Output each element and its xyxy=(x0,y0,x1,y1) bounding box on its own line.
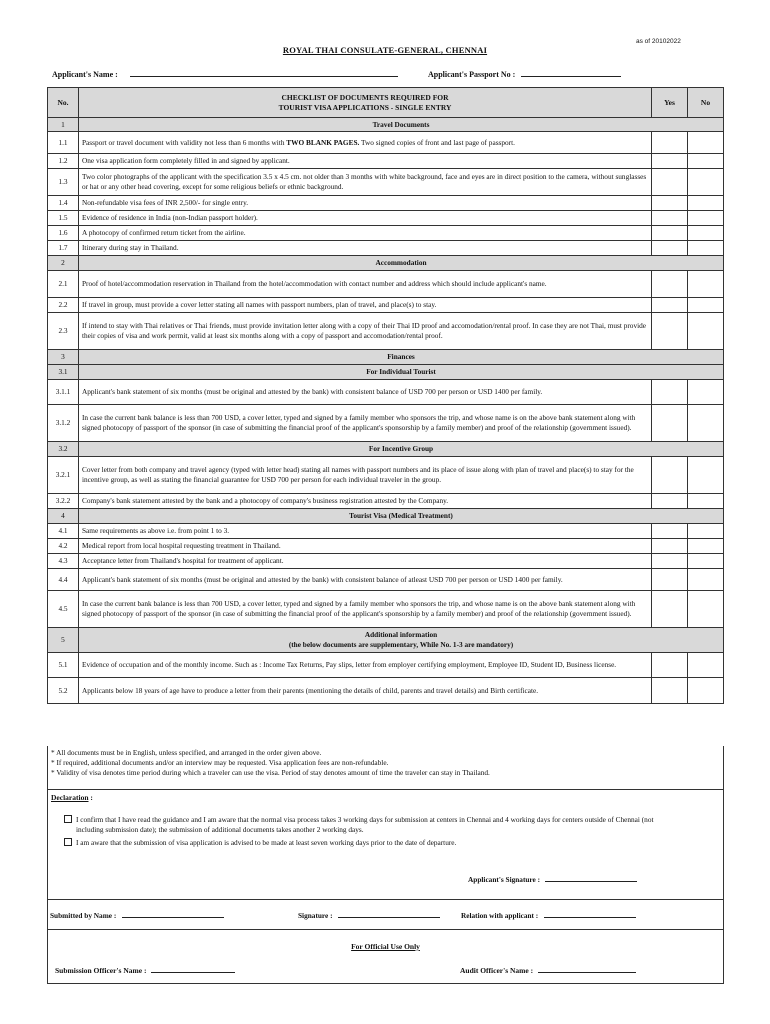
no-cell[interactable] xyxy=(688,678,724,704)
applicant-signature-line xyxy=(468,874,637,885)
checklist-row xyxy=(48,169,724,196)
declaration-box xyxy=(47,790,724,900)
section-row xyxy=(48,365,724,380)
yes-cell[interactable] xyxy=(652,132,688,154)
row-description xyxy=(79,678,652,704)
row-number: 3.1 xyxy=(48,365,79,380)
row-text: Non-refundable visa fees of INR 2,500/- for single entry. xyxy=(82,198,249,208)
row-number: 1.4 xyxy=(48,196,79,211)
notes-box xyxy=(47,746,724,790)
audit-officer-field[interactable] xyxy=(538,965,636,973)
checklist-table xyxy=(47,87,724,704)
as-of-date: as of 20102022 xyxy=(636,38,681,45)
row-description xyxy=(79,154,652,169)
row-text: Two color photographs of the applicant with the specification 3.5 x 4.5 cm. not older than 3 months with white background, face and eyes are in direct position to the camera, without sunglasses or hat or any other head covering, except for some religious beliefs or ethnic background. xyxy=(82,172,647,191)
row-number: 5.2 xyxy=(48,678,79,704)
section-title-line1: Additional information xyxy=(364,630,438,640)
organization-title: ROYAL THAI CONSULATE-GENERAL, CHENNAI xyxy=(282,45,488,55)
row-description xyxy=(79,539,652,554)
submitted-by-field[interactable] xyxy=(122,910,224,918)
yes-cell[interactable] xyxy=(652,539,688,554)
declaration-item-1 xyxy=(64,815,666,835)
checkbox-declaration-2[interactable] xyxy=(64,838,72,846)
row-number: 3.2 xyxy=(48,442,79,457)
passport-line xyxy=(428,69,621,79)
yes-cell[interactable] xyxy=(652,569,688,591)
section-title xyxy=(79,628,724,653)
row-text: Passport or travel document with validity not less than 6 months with xyxy=(82,137,287,147)
section-row xyxy=(48,118,724,132)
no-cell[interactable] xyxy=(688,569,724,591)
no-cell[interactable] xyxy=(688,226,724,241)
row-description xyxy=(79,524,652,539)
row-number: 5.1 xyxy=(48,653,79,678)
relation-line xyxy=(461,910,636,921)
row-description xyxy=(79,211,652,226)
no-cell[interactable] xyxy=(688,554,724,569)
row-number: 4 xyxy=(48,509,79,524)
checklist-row xyxy=(48,298,724,313)
yes-cell[interactable] xyxy=(652,405,688,442)
declaration-title xyxy=(51,793,93,803)
row-number: 2.3 xyxy=(48,313,79,350)
checklist-row xyxy=(48,154,724,169)
row-text: Proof of hotel/accommodation reservation in Thailand from the hotel/accommodation with contact number and address which should include applicant's name. xyxy=(82,279,547,289)
row-text: If travel in group, must provide a cover letter stating all names with passport numbers, plan of travel, and place(s) to stay. xyxy=(82,300,437,310)
row-number: 3.1.2 xyxy=(48,405,79,442)
note-2: * If required, additional documents and/or an interview may be requested. Visa application fees are non-refundable. xyxy=(51,757,389,767)
row-description xyxy=(79,494,652,509)
row-text: Evidence of occupation and of the monthly income. Such as : Income Tax Returns, Pay slips, letter from employer certifying employment, Employee ID, Student ID, Business license. xyxy=(82,660,617,670)
row-number: 2 xyxy=(48,256,79,271)
checklist-row xyxy=(48,241,724,256)
row-description xyxy=(79,554,652,569)
yes-cell[interactable] xyxy=(652,457,688,494)
yes-cell[interactable] xyxy=(652,226,688,241)
no-cell[interactable] xyxy=(688,313,724,350)
declaration-colon: : xyxy=(88,793,93,802)
no-cell[interactable] xyxy=(688,154,724,169)
row-number: 3.1.1 xyxy=(48,380,79,405)
checklist-row xyxy=(48,591,724,628)
row-number: 1.1 xyxy=(48,132,79,154)
yes-cell[interactable] xyxy=(652,380,688,405)
official-use-box xyxy=(47,930,724,984)
checklist-title-line2: TOURIST VISA APPLICATIONS - SINGLE ENTRY xyxy=(278,102,452,112)
checklist-row xyxy=(48,524,724,539)
table-header-row xyxy=(48,88,724,118)
yes-cell[interactable] xyxy=(652,169,688,196)
row-number: 4.3 xyxy=(48,554,79,569)
row-description xyxy=(79,380,652,405)
row-number: 1.2 xyxy=(48,154,79,169)
row-description xyxy=(79,591,652,628)
row-text: Same requirements as above i.e. from point 1 to 3. xyxy=(82,526,230,536)
row-number: 1.7 xyxy=(48,241,79,256)
row-number: 4.4 xyxy=(48,569,79,591)
section-row xyxy=(48,509,724,524)
row-text: One visa application form completely filled in and signed by applicant. xyxy=(82,156,290,166)
row-text-tail: Two signed copies of front and last page of passport. xyxy=(359,137,515,147)
row-text-bold: TWO BLANK PAGES. xyxy=(286,137,360,147)
declaration-title-text: Declaration xyxy=(51,793,89,802)
no-cell[interactable] xyxy=(688,539,724,554)
applicant-name-label: Applicant's Name : xyxy=(52,70,118,79)
yes-cell[interactable] xyxy=(652,298,688,313)
row-text: In case the current bank balance is less than 700 USD, a cover letter, typed and signed by a family member who sponsors the trip, and whose name is on the above bank statement along with signed photocopy of passport of the sponsor (in case of submitting the financial proof of the applicant's sponsorship by a family member) and proof of the relationship (government issued). xyxy=(82,413,636,432)
row-description xyxy=(79,132,652,154)
section-title: For Incentive Group xyxy=(79,442,724,457)
no-cell[interactable] xyxy=(688,132,724,154)
checklist-row xyxy=(48,271,724,298)
applicant-signature-field[interactable] xyxy=(545,874,637,882)
checklist-row xyxy=(48,226,724,241)
no-cell[interactable] xyxy=(688,196,724,211)
row-text: Itinerary during stay in Thailand. xyxy=(82,243,179,253)
no-cell[interactable] xyxy=(688,271,724,298)
row-text: Medical report from local hospital requesting treatment in Thailand. xyxy=(82,541,281,551)
checklist-title xyxy=(79,88,652,118)
checklist-row xyxy=(48,196,724,211)
yes-cell[interactable] xyxy=(652,211,688,226)
submitted-by-box xyxy=(47,900,724,930)
row-text: Applicants below 18 years of age have to produce a letter from their parents (mentioning the details of child, parents and travel details) and Birth certificate. xyxy=(82,685,539,695)
section-title: For Individual Tourist xyxy=(79,365,724,380)
yes-cell[interactable] xyxy=(652,154,688,169)
row-text: Applicant's bank statement of six months (must be original and attested by the bank) with consistent balance of USD 700 per person or USD 1400 per family. xyxy=(82,387,543,397)
submitted-signature-field[interactable] xyxy=(338,910,440,918)
checklist-row xyxy=(48,494,724,509)
row-number: 1 xyxy=(48,118,79,132)
checklist-title-line1: CHECKLIST OF DOCUMENTS REQUIRED FOR xyxy=(281,92,449,102)
row-text: If intend to stay with Thai relatives or Thai friends, must provide invitation letter along with a copy of their Thai ID proof and accomodation/rental proof. In case they are not Thai, must provide their copies of visa and work permit, valid at least six months along with a copy of passport and accomodation/rental proof. xyxy=(82,321,647,340)
checklist-row xyxy=(48,569,724,591)
applicant-name-field[interactable] xyxy=(130,69,398,77)
yes-cell[interactable] xyxy=(652,313,688,350)
submitted-by-line xyxy=(50,910,224,921)
row-description xyxy=(79,653,652,678)
checklist-row xyxy=(48,457,724,494)
checklist-row xyxy=(48,678,724,704)
checklist-row xyxy=(48,380,724,405)
row-description xyxy=(79,298,652,313)
relation-field[interactable] xyxy=(544,910,636,918)
checklist-row xyxy=(48,554,724,569)
row-text: Company's bank statement attested by the bank and a photocopy of company's business registration attested by the Company. xyxy=(82,496,449,506)
row-text: Cover letter from both company and travel agency (typed with letter head) stating all names with passport numbers and its place of issue along with plan of travel and place(s) to stay for the incentive group, as well as stating the financial guarantee for USD 700 per person for each individual traveler in the group. xyxy=(82,465,634,484)
row-number: 2.2 xyxy=(48,298,79,313)
row-description xyxy=(79,457,652,494)
yes-cell[interactable] xyxy=(652,554,688,569)
yes-cell[interactable] xyxy=(652,241,688,256)
yes-cell[interactable] xyxy=(652,524,688,539)
declaration-item-1-text: I confirm that I have read the guidance and I am aware that the normal visa process takes 3 working days for submission at centers in Chennai and 4 working days for centers outside of Chennai (not including submission date); the submission of additional documents takes another 2 working days. xyxy=(76,815,654,834)
row-text: Applicant's bank statement of six months (must be original and attested by the bank) with consistent balance of atleast USD 700 per person or USD 1400 per family. xyxy=(82,574,563,584)
row-description xyxy=(79,569,652,591)
no-cell[interactable] xyxy=(688,457,724,494)
section-row xyxy=(48,628,724,653)
submitted-signature-line xyxy=(298,910,440,921)
checklist-row xyxy=(48,211,724,226)
section-row xyxy=(48,442,724,457)
yes-cell[interactable] xyxy=(652,653,688,678)
submission-officer-label: Submission Officer's Name : xyxy=(55,966,147,975)
yes-cell[interactable] xyxy=(652,196,688,211)
section-row xyxy=(48,350,724,365)
row-text: Acceptance letter from Thailand's hospital for treatment of applicant. xyxy=(82,556,284,566)
no-cell[interactable] xyxy=(688,524,724,539)
row-description xyxy=(79,405,652,442)
section-title: Finances xyxy=(79,350,724,365)
yes-cell[interactable] xyxy=(652,271,688,298)
submitted-by-label: Submitted by Name : xyxy=(50,911,117,920)
applicant-name-line xyxy=(52,69,398,79)
no-cell[interactable] xyxy=(688,169,724,196)
note-3: * Validity of visa denotes time period during which a traveler can use the visa. Period of stay denotes amount of time the traveler can stay in Thailand. xyxy=(51,767,490,777)
declaration-item-2 xyxy=(64,838,654,848)
row-description xyxy=(79,196,652,211)
no-cell[interactable] xyxy=(688,405,724,442)
row-number: 5 xyxy=(48,628,79,653)
checklist-row xyxy=(48,539,724,554)
section-title: Travel Documents xyxy=(79,118,724,132)
audit-officer-label: Audit Officer's Name : xyxy=(460,966,534,975)
row-number: 1.5 xyxy=(48,211,79,226)
passport-field[interactable] xyxy=(521,69,621,77)
row-text: Evidence of residence in India (non-Indian passport holder). xyxy=(82,213,258,223)
checklist-row xyxy=(48,405,724,442)
checkbox-declaration-1[interactable] xyxy=(64,815,72,823)
no-cell[interactable] xyxy=(688,298,724,313)
yes-cell[interactable] xyxy=(652,678,688,704)
checklist-row xyxy=(48,132,724,154)
no-cell[interactable] xyxy=(688,241,724,256)
submitted-signature-label: Signature : xyxy=(298,911,333,920)
row-number: 3 xyxy=(48,350,79,365)
row-description xyxy=(79,169,652,196)
applicant-signature-label: Applicant's Signature : xyxy=(468,875,541,884)
section-row xyxy=(48,256,724,271)
row-number: 4.1 xyxy=(48,524,79,539)
col-no2-header: No xyxy=(688,88,724,118)
note-1: * All documents must be in English, unless specified, and arranged in the order given above. xyxy=(51,748,322,757)
yes-cell[interactable] xyxy=(652,591,688,628)
no-cell[interactable] xyxy=(688,380,724,405)
col-no-header: No. xyxy=(48,88,79,118)
row-number: 1.6 xyxy=(48,226,79,241)
section-title: Accommodation xyxy=(79,256,724,271)
relation-label: Relation with applicant : xyxy=(461,911,539,920)
row-number: 4.5 xyxy=(48,591,79,628)
row-number: 3.2.1 xyxy=(48,457,79,494)
official-use-title: For Official Use Only xyxy=(351,942,420,951)
row-description xyxy=(79,241,652,256)
row-description xyxy=(79,226,652,241)
row-number: 3.2.2 xyxy=(48,494,79,509)
row-description xyxy=(79,313,652,350)
row-description xyxy=(79,271,652,298)
row-text: A photocopy of confirmed return ticket from the airline. xyxy=(82,228,246,238)
row-text: In case the current bank balance is less than 700 USD, a cover letter, typed and signed by a family member who sponsors the trip, and whose name is on the above bank statement along with signed photocopy of passport of the sponsor (in case of submitting the financial proof of the applicant's sponsorship by a family member) and proof of the relationship (government issued). xyxy=(82,599,636,618)
submission-officer-field[interactable] xyxy=(151,965,235,973)
checklist-row xyxy=(48,653,724,678)
checklist-row xyxy=(48,313,724,350)
submission-officer-line xyxy=(55,965,235,975)
yes-cell[interactable] xyxy=(652,494,688,509)
audit-officer-line xyxy=(460,965,636,975)
declaration-item-2-text: I am aware that the submission of visa application is advised to be made at least seven working days prior to the date of departure. xyxy=(76,838,457,847)
row-number: 2.1 xyxy=(48,271,79,298)
section-title-line2: (the below documents are supplementary, While No. 1-3 are mandatory) xyxy=(288,640,514,649)
no-cell[interactable] xyxy=(688,591,724,628)
row-number: 4.2 xyxy=(48,539,79,554)
no-cell[interactable] xyxy=(688,211,724,226)
passport-label: Applicant's Passport No : xyxy=(428,70,516,79)
row-number: 1.3 xyxy=(48,169,79,196)
section-title: Tourist Visa (Medical Treatment) xyxy=(79,509,724,524)
no-cell[interactable] xyxy=(688,494,724,509)
col-yes-header: Yes xyxy=(652,88,688,118)
no-cell[interactable] xyxy=(688,653,724,678)
